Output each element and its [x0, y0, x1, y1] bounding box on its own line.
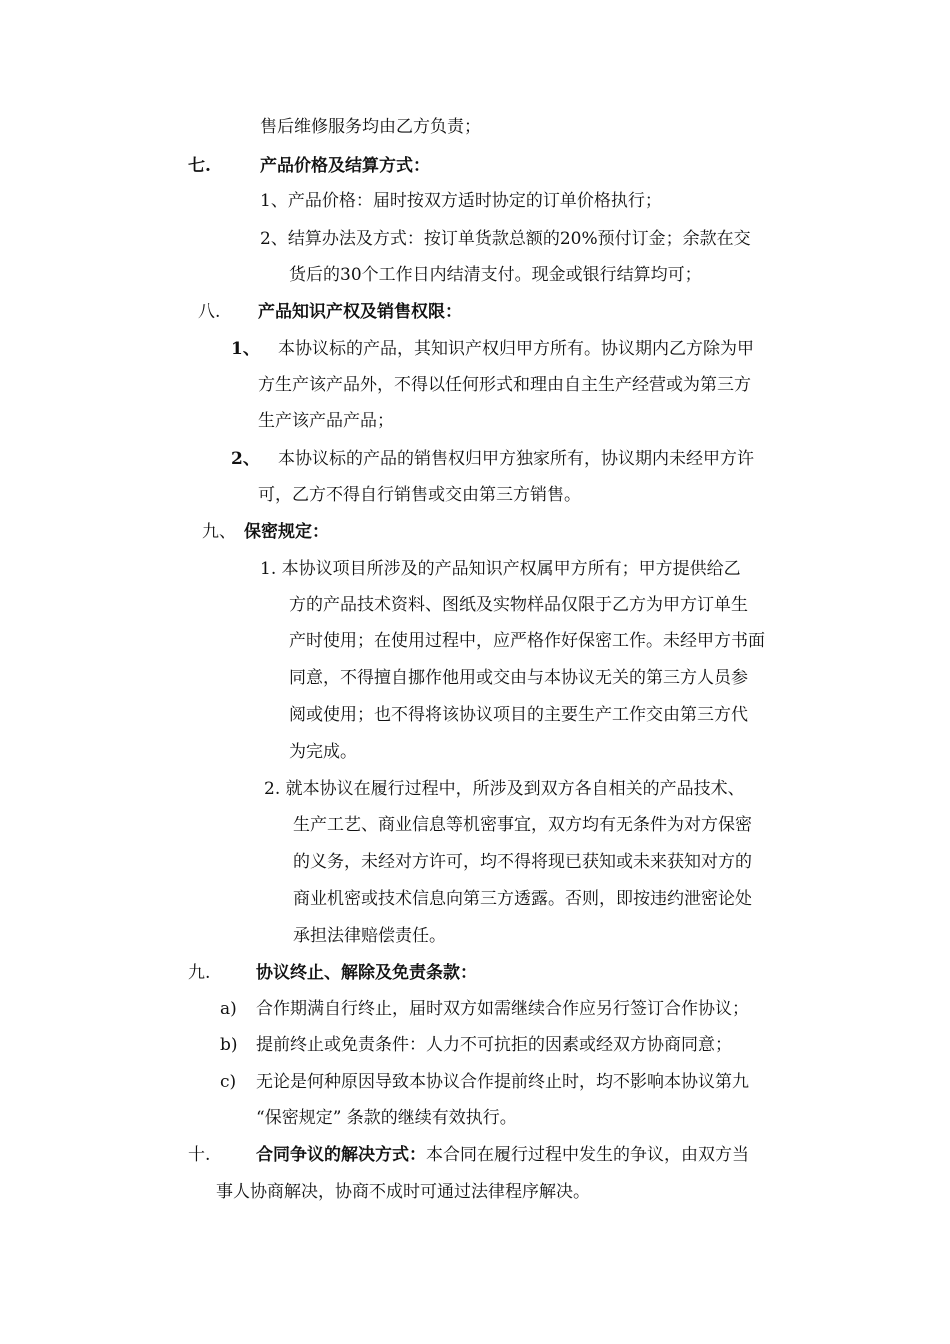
list-label: a): [220, 999, 237, 1019]
list-item-continuation: 同意，不得擅自挪作他用或交由与本协议无关的第三方人员参: [289, 668, 748, 688]
list-item: 本协议标的产品，其知识产权归甲方所有。协议期内乙方除为甲: [278, 339, 754, 359]
section-title: 合同争议的解决方式：: [256, 1145, 426, 1165]
list-item-continuation: 生产工艺、商业信息等机密事宜，双方均有无条件为对方保密: [293, 815, 752, 835]
section-number: 八.: [198, 302, 221, 322]
section-title: 保密规定：: [244, 522, 329, 542]
section-number: 七.: [188, 156, 211, 176]
list-item-continuation: 方生产该产品外，不得以任何形式和理由自主生产经营或为第三方: [258, 375, 751, 395]
list-item-continuation: 承担法律赔偿责任。: [293, 926, 446, 946]
paragraph-line: 售后维修服务均由乙方负责；: [260, 117, 481, 137]
list-number: 2、: [231, 449, 260, 469]
section-number: 十.: [188, 1145, 211, 1165]
list-item: 无论是何种原因导致本协议合作提前终止时，均不影响本协议第九: [256, 1072, 749, 1092]
list-item-continuation: 阅或使用；也不得将该协议项目的主要生产工作交由第三方代: [289, 705, 748, 725]
list-label: c): [220, 1072, 237, 1092]
section-text-continuation: 事人协商解决，协商不成时可通过法律程序解决。: [216, 1182, 590, 1202]
list-item: 合作期满自行终止，届时双方如需继续合作应另行签订合作协议；: [256, 999, 749, 1019]
list-item: 提前终止或免责条件：人力不可抗拒的因素或经双方协商同意；: [256, 1035, 732, 1055]
list-item-continuation: 方的产品技术资料、图纸及实物样品仅限于乙方为甲方订单生: [289, 595, 748, 615]
section-number: 九.: [188, 963, 211, 983]
list-item: 2. 就本协议在履行过程中，所涉及到双方各自相关的产品技术、: [264, 779, 745, 799]
list-label: b): [220, 1035, 238, 1055]
list-item-continuation: 为完成。: [289, 742, 357, 762]
section-title: 产品知识产权及销售权限：: [258, 302, 462, 322]
section-heading-line: [256, 1144, 749, 1166]
list-item-continuation: 生产该产品产品；: [258, 411, 394, 431]
list-item-continuation: 商业机密或技术信息向第三方透露。否则，即按违约泄密论处: [293, 889, 752, 909]
list-item-continuation: 产时使用；在使用过程中，应严格作好保密工作。未经甲方书面: [289, 631, 765, 651]
section-title: 产品价格及结算方式：: [260, 156, 430, 176]
list-item-continuation: 可，乙方不得自行销售或交由第三方销售。: [258, 485, 581, 505]
list-item-continuation: 的义务，未经对方许可，均不得将现已获知或未来获知对方的: [293, 852, 752, 872]
list-item: 2、结算办法及方式：按订单货款总额的20%预付订金；余款在交: [260, 229, 751, 249]
list-item-continuation: 货后的30个工作日内结清支付。现金或银行结算均可；: [289, 265, 702, 285]
section-title: 协议终止、解除及免责条款：: [256, 963, 477, 983]
list-number: 1、: [231, 339, 260, 359]
list-item: 1、产品价格：届时按双方适时协定的订单价格执行；: [260, 191, 662, 211]
section-number: 九、: [202, 522, 236, 542]
list-item-continuation: “保密规定” 条款的继续有效执行。: [256, 1108, 517, 1128]
section-text: 本合同在履行过程中发生的争议，由双方当: [426, 1145, 749, 1165]
list-item: 本协议标的产品的销售权归甲方独家所有，协议期内未经甲方许: [278, 449, 754, 469]
list-item: 1. 本协议项目所涉及的产品知识产权属甲方所有；甲方提供给乙: [260, 559, 741, 579]
